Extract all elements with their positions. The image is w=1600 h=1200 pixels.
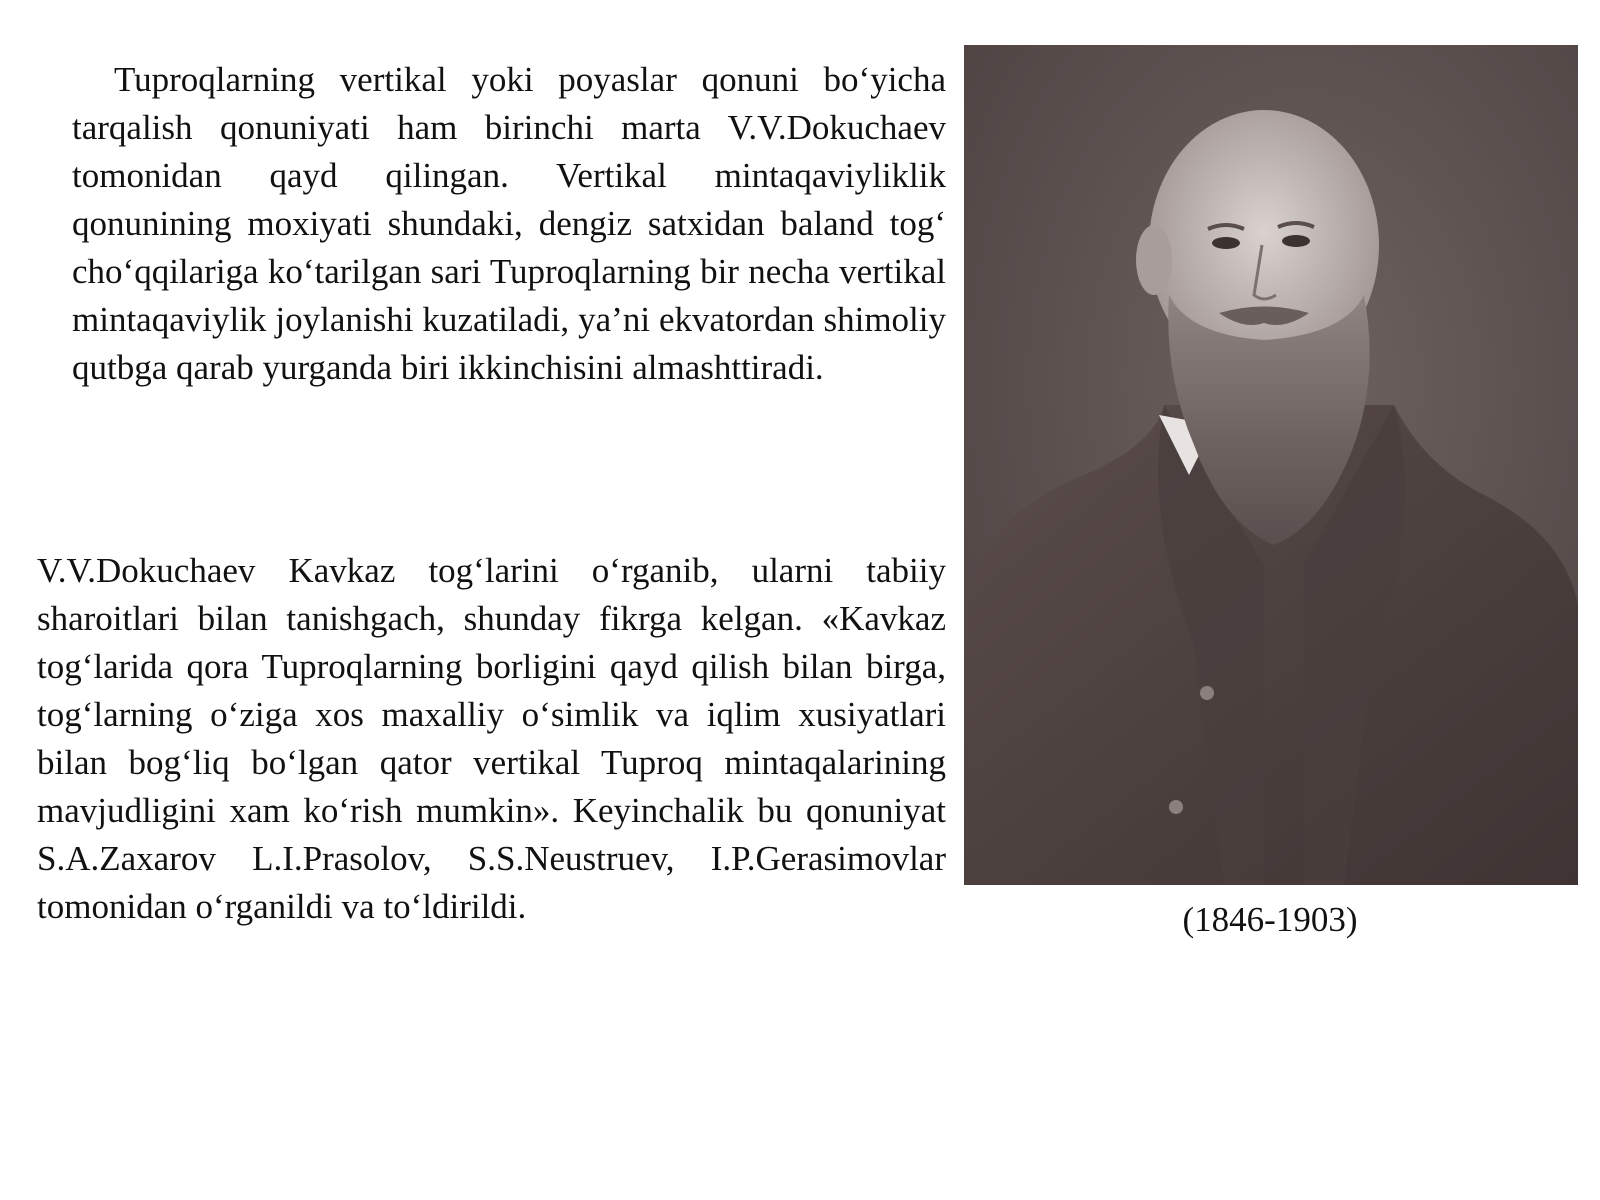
portrait-caption: (1846-1903) — [1182, 900, 1358, 939]
paragraph-vertical-zonality: Tuproqlarning vertikal yoki poyaslar qonuni bo‘yicha tarqalish qonuniyati ham birinchi marta V.V.Dokuchaev tomonidan qayd qilingan. Vertikal mintaqaviyliklik qonunining moxiyati shundaki, dengiz satxidan baland tog‘ cho‘qqilariga ko‘tarilgan sari Tuproqlarning bir necha vertikal mintaqaviylik joylanishi kuzatiladi, ya’ni ekvatordan shimoliy qutbga qarab yurganda biri ikkinchisini almashttiradi. — [72, 60, 946, 387]
paragraph-caucasus-study: V.V.Dokuchaev Kavkaz tog‘larini o‘rganib, ularni tabiiy sharoitlari bilan tanishgach, shunday fikrga kelgan. «Kavkaz tog‘larida qora Tuproqlarning borligini qayd qilish bilan birga, tog‘larning o‘ziga xos maxalliy o‘simlik va iqlim xusiyatlari bilan bog‘liq bo‘lgan qator vertikal Tuproq mintaqalarining mavjudligini xam ko‘rish mumkin». Keyinchalik bu qonuniyat S.A.Zaxarov L.I.Prasolov, S.S.Neustruev, I.P.Gerasimovlar tomonidan o‘rganildi va to‘ldirildi. — [37, 551, 946, 926]
portrait-photo — [964, 45, 1578, 885]
